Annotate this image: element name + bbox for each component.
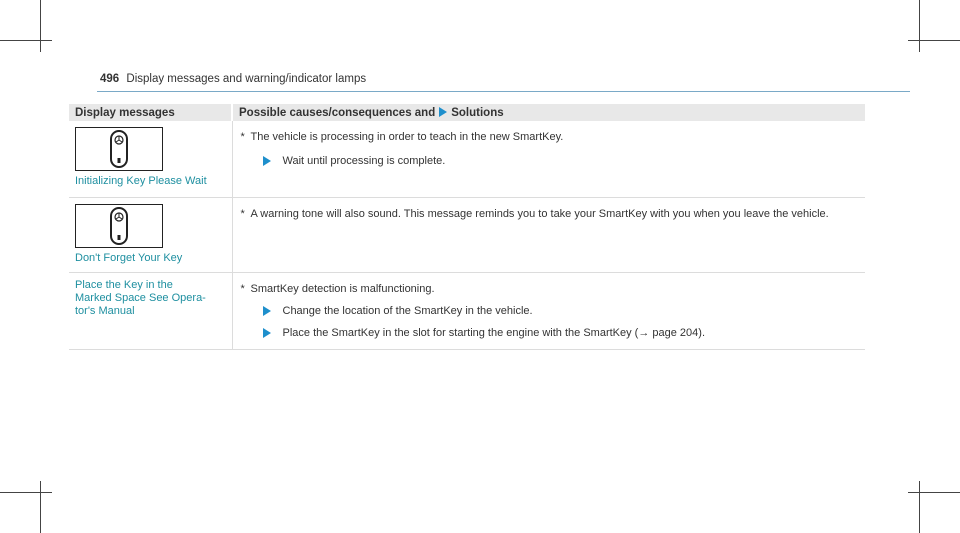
solution-text: Place the SmartKey in the slot for starting the engine with the SmartKey (→ page 204).	[282, 327, 705, 339]
solution-arrow-icon	[263, 306, 271, 316]
bullet-marker: *	[240, 131, 245, 143]
solution-text: Wait until processing is complete.	[282, 155, 446, 167]
crop-mark	[908, 492, 960, 493]
col-header-solutions-text: Solutions	[451, 106, 504, 119]
message-line: tor's Manual	[75, 305, 135, 317]
page-number: 496	[100, 73, 120, 85]
message-text: Initializing Key Please Wait	[75, 175, 207, 187]
cause-text: A warning tone will also sound. This message reminds you to take your SmartKey with you when you leave the vehicle.	[250, 208, 829, 220]
message-line: Marked Space See Opera-	[75, 292, 206, 304]
message-cell	[69, 121, 232, 198]
bullet-marker: *	[240, 208, 245, 220]
cause-item	[239, 130, 856, 144]
solution-text: Change the location of the SmartKey in the vehicle.	[282, 305, 533, 317]
crop-mark	[919, 0, 920, 52]
message-text: Don't Forget Your Key	[75, 252, 183, 264]
table-row	[69, 198, 865, 273]
smartkey-icon	[75, 204, 163, 248]
cause-item	[239, 207, 856, 221]
page-title: Display messages and warning/indicator lamps	[126, 73, 367, 85]
solution-arrow-icon	[263, 328, 271, 338]
message-line: Place the Key in the	[75, 279, 173, 291]
solution-arrow-icon	[439, 107, 447, 117]
message-text	[75, 279, 226, 318]
cause-cell	[232, 273, 865, 350]
crop-mark	[0, 40, 52, 41]
solution-arrow-icon	[263, 156, 271, 166]
crop-mark	[908, 40, 960, 41]
cause-cell	[232, 121, 865, 198]
col-header-display-messages: Display messages	[69, 104, 232, 121]
bullet-marker: *	[240, 283, 245, 295]
message-cell	[69, 198, 232, 273]
solution-step	[239, 154, 856, 168]
page-header	[100, 73, 366, 85]
solution-step	[239, 326, 856, 340]
display-messages-table	[69, 104, 865, 350]
table-header-row	[69, 104, 865, 121]
table-row	[69, 121, 865, 198]
header-rule	[97, 91, 910, 92]
message-cell	[69, 273, 232, 350]
crop-mark	[40, 0, 41, 52]
cause-item	[239, 282, 856, 296]
table-row	[69, 273, 865, 350]
cause-text: The vehicle is processing in order to teach in the new SmartKey.	[250, 131, 564, 143]
smartkey-icon	[75, 127, 163, 171]
solution-step	[239, 304, 856, 318]
crop-mark	[919, 481, 920, 533]
crop-mark	[40, 481, 41, 533]
col-header-causes-text: Possible causes/consequences and	[239, 106, 436, 119]
cause-text: SmartKey detection is malfunctioning.	[250, 283, 435, 295]
crop-mark	[0, 492, 52, 493]
col-header-causes	[232, 104, 865, 121]
cause-cell	[232, 198, 865, 273]
